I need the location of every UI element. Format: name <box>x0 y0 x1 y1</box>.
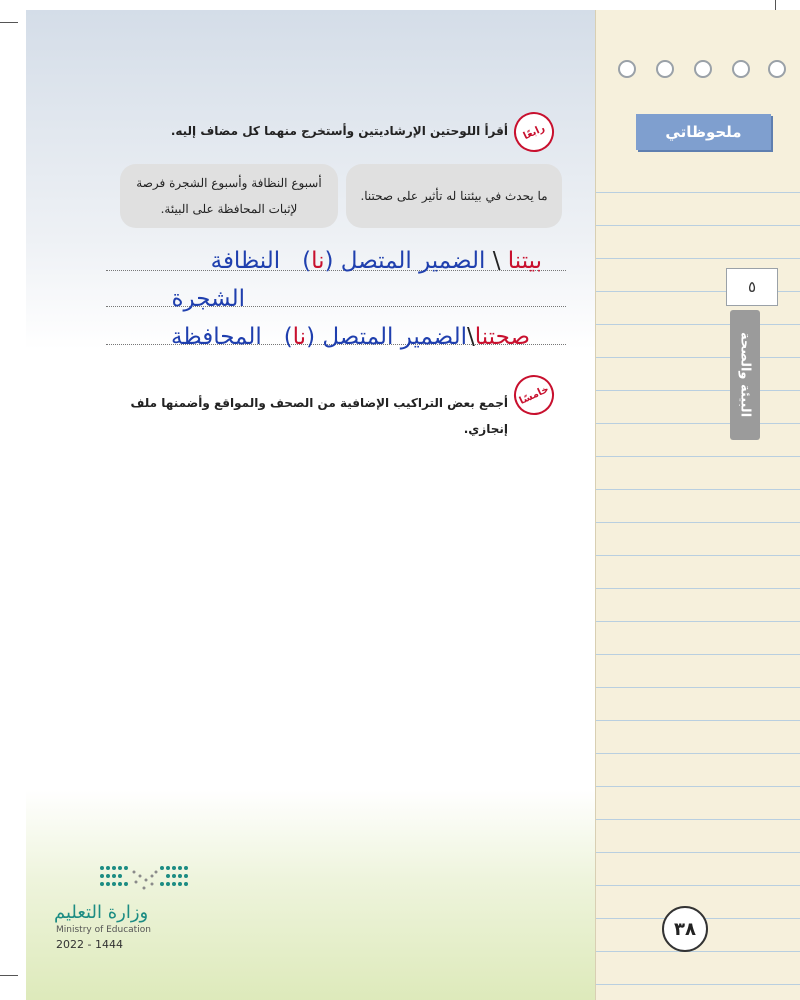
ministry-name-english: Ministry of Education <box>56 925 151 935</box>
answer-separator: \ <box>492 248 501 274</box>
sign-panel-left: أسبوع النظافة وأسبوع الشجرة فرصة لإثبات المحافظة على البيئة. <box>120 164 338 228</box>
binder-ring-icon <box>732 60 750 78</box>
binder-ring-icon <box>694 60 712 78</box>
crop-mark <box>0 975 18 976</box>
answer-line-1 <box>211 248 542 274</box>
notes-header: ملحوظاتي <box>636 114 771 150</box>
textbook-page <box>26 10 595 1000</box>
activity-4-instruction: أقرأ اللوحتين الإرشاديتين وأستخرج منهما كل مضاف إليه. <box>170 124 508 138</box>
activity-badge-5: خامسًا <box>507 368 560 421</box>
binder-ring-icon <box>768 60 786 78</box>
paren-open: ( <box>306 324 316 350</box>
answer-extra: النظافة <box>210 248 281 274</box>
answer-word: صحتنا <box>474 324 530 350</box>
answer-separator: \ <box>466 324 475 350</box>
paren-close: ) <box>283 324 293 350</box>
activity-5-instruction <box>88 390 508 442</box>
ministry-name-arabic: وزارة التعليم <box>54 902 149 923</box>
answer-line-2 <box>171 286 245 312</box>
edition-year: 2022 - 1444 <box>56 938 123 951</box>
sign-panel-right: ما يحدث في بيئتنا له تأثير على صحتنا. <box>346 164 562 228</box>
paren-close: ) <box>302 248 312 274</box>
activity-badge-4: رابعًا <box>507 105 560 158</box>
answer-suffix: نا <box>292 324 307 350</box>
crop-mark <box>0 22 18 23</box>
paren-open: ( <box>324 248 334 274</box>
binder-ring-icon <box>656 60 674 78</box>
ministry-logo-icon <box>96 862 192 896</box>
answer-word: بيتنا <box>507 248 542 274</box>
answer-extra: الشجرة <box>171 286 245 312</box>
page-number: ٣٨ <box>662 906 708 952</box>
notes-sidebar <box>595 10 800 1000</box>
binder-ring-icon <box>618 60 636 78</box>
answer-line-3 <box>171 324 530 350</box>
answer-rule: الضمير المتصل <box>340 248 486 274</box>
answer-rule: الضمير المتصل <box>322 324 467 350</box>
unit-number: ٥ <box>726 268 778 306</box>
unit-title: البيئة والصحة <box>730 310 760 440</box>
instruction-line: أجمع بعض التراكيب الإضافية من الصحف والمواقع وأضمنها ملف <box>130 396 508 410</box>
answer-suffix: نا <box>311 248 325 274</box>
instruction-line: إنجازي. <box>463 422 508 436</box>
answer-extra: المحافظة <box>171 324 262 350</box>
